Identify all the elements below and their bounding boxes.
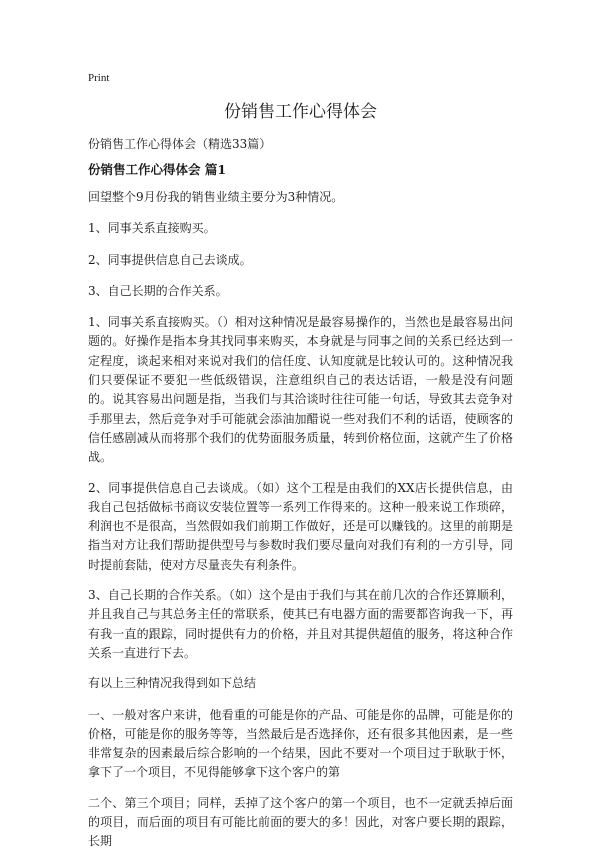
document-page: [88, 72, 513, 863]
document-subtitle: 份销售工作心得体会（精选33篇）: [88, 137, 272, 151]
paragraph-intro: 回望整个9月份我的销售业绩主要分为3种情况。: [88, 190, 344, 204]
paragraph-summary-1: 一、一般对客户来讲，他看重的可能是你的产品、可能是你的品牌，可能是你的价格，可能是你的服务等等，当然最后是否选择你，还有很多其他因素，是一些非常复杂的因素最后综合影响的一个结果，因此不要对一个项目过于耿耿于怀，拿下了一个项目，不见得能够拿下这个客户的第: [88, 707, 513, 780]
section-heading: 份销售工作心得体会 篇1: [88, 162, 227, 177]
paragraph-list-item-1: 1、同事关系直接购买。: [88, 221, 216, 236]
paragraph-case-2: 2、同事提供信息自己去谈成。（如）这个工程是由我们的XX店长提供信息，由我自己包括做标书商议安装位置等一系列工作得来的。这种一般来说工作琐碎，利润也不是很高，当然假如我们前期工作做好，还是可以赚钱的。这里的前期是指当对方让我们帮助提供型号与参数时我们要尽量向对我们有利的一方引导，同时提前套陆，使对方尽量丧失有利条件。: [88, 480, 513, 572]
paragraph-case-3: 3、自己长期的合作关系。（如）这个是由于我们与其在前几次的合作还算顺利，并且我自己与其总务主任的常联系，使其已有电器方面的需要都咨询我一下，再有我一直的跟踪，同时提供有力的价格，并且对其提供超值的服务，将这种合作关系一直进行下去。: [88, 588, 513, 660]
paragraph-case-1: 1、同事关系直接购买。（）相对这种情况是最容易操作的，当然也是最容易出问题的。好操作是指本身其找同事来购买，本身就是与同事之间的关系已经达到一定程度，谈起来相对来说对我们的信任度、认知度就是比较认可的。这种情况我们只要保证不要犯一些低级错误，注意组织自己的表达话语，一般是没有问题的。说其容易出问题是指，当我们与其洽谈时往往可能一句话，导致其去竞争对手那里去，然后竞争对手可能就会添油加醋说一些对我们不利的话语，使顾客的信任感剧减从而将那个我们的优势面服务质量，转到价格位面，这就产生了价格战。: [88, 315, 513, 465]
paragraph-summary-intro: 有以上三种情况我得到如下总结: [88, 676, 257, 691]
paragraph-summary-2: 二个、第三个项目；同样，丢掉了这个客户的第一个项目，也不一定就丢掉后面的项目，而后面的项目有可能比前面的要大的多！因此，对客户要长期的跟踪，长期: [88, 795, 513, 849]
paragraph-list-item-3: 3、自己长期的合作关系。: [88, 283, 228, 298]
page-title: 份销售工作心得体会: [224, 102, 377, 122]
paragraph-list-item-2: 2、同事提供信息自己去谈成。: [88, 252, 252, 267]
print-label: Print: [88, 72, 110, 84]
